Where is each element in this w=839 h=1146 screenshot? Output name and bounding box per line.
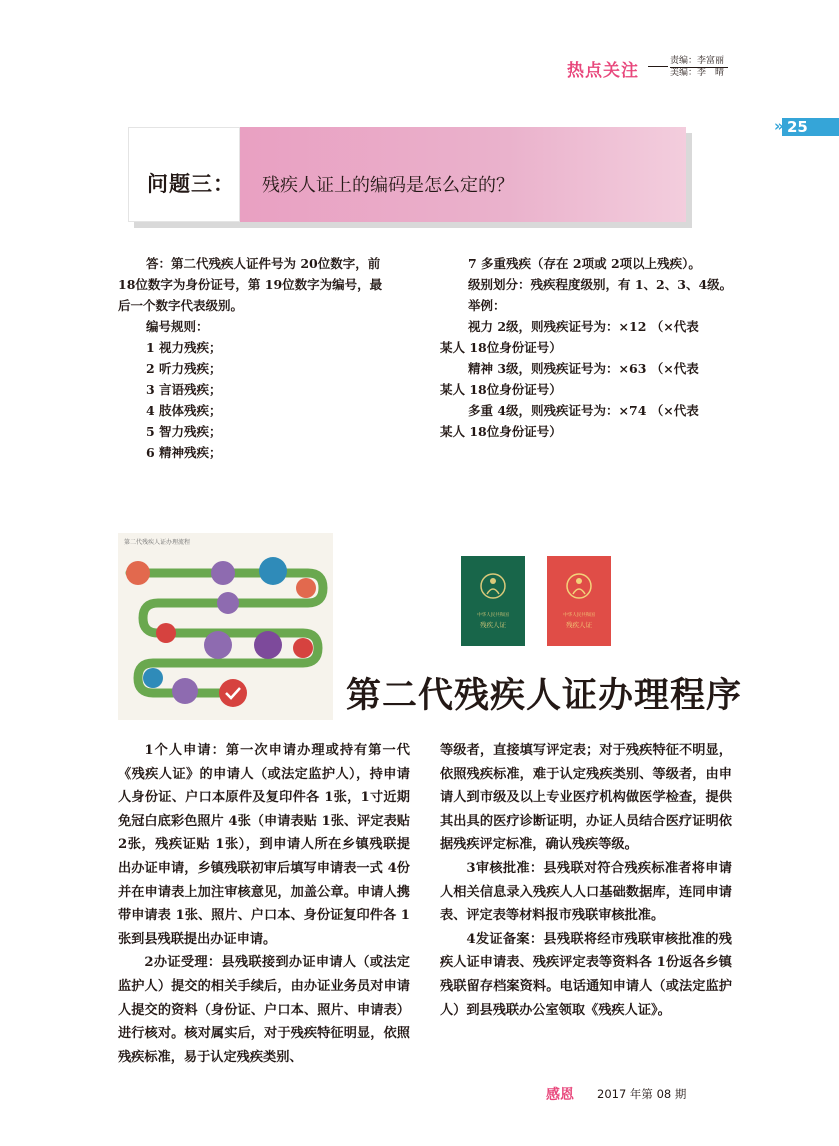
flowchart-title: 第二代残疾人证办理流程 bbox=[124, 539, 191, 546]
answer-line: 答：第二代残疾人证件号为 20位数字，前 bbox=[146, 256, 381, 271]
section-title: 热点关注 bbox=[567, 61, 639, 81]
cert-issuer: 中华人民共和国 bbox=[477, 613, 509, 618]
answer-line: 7 多重残疾（存在 2项或 2项以上残疾）。 bbox=[468, 256, 701, 271]
answer-line: 5 智力残疾； bbox=[146, 424, 222, 439]
flow-step-icon bbox=[293, 638, 313, 658]
answer-line: 4 肢体残疾； bbox=[146, 403, 222, 418]
body-paragraph: 4发证备案：县残联将经市残联审核批准的残疾人证申请表、残疾评定表等资料各 1份返各乡镇残联留存档案资料。电话通知申请人（或法定监护人）到县残联办公室领取《残疾人证》。 bbox=[440, 931, 732, 1018]
answer-right-column bbox=[440, 253, 740, 442]
answer-line: 多重 4级，则残疾证号为：×74 （×代表 bbox=[468, 403, 699, 418]
answer-line: 级别划分：残疾程度级别，有 1、2、3、4级。 bbox=[468, 277, 733, 292]
header-rule bbox=[648, 66, 668, 67]
magazine-logo: 感恩 bbox=[546, 1087, 574, 1103]
body-paragraph: 3审核批准：县残联对符合残疾标准者将申请人相关信息录入残疾人人口基础数据库，连同申请表、评定表等材料报市残联审核批准。 bbox=[440, 860, 732, 924]
body-left-column bbox=[118, 739, 410, 1069]
flow-step-icon bbox=[219, 679, 247, 707]
flow-step-icon bbox=[211, 561, 235, 585]
answer-line: 某人 18位身份证号） bbox=[440, 382, 562, 397]
emblem-icon bbox=[477, 570, 509, 602]
answer-line: 6 精神残疾； bbox=[146, 445, 222, 460]
answer-line: 某人 18位身份证号） bbox=[440, 340, 562, 355]
page-number-tab bbox=[774, 117, 839, 136]
question-label: 问题三： bbox=[147, 172, 235, 196]
body-paragraph: 等级者，直接填写评定表；对于残疾特征不明显，依照残疾标准，难于认定残疾类别、等级者，由申请人到市级及以上专业医疗机构做医学检查，提供其出具的医疗诊断证明，办证人员结合医疗证明依据残疾评定标准，确认残疾等级。 bbox=[440, 743, 732, 853]
certificate-green bbox=[461, 556, 525, 646]
procedure-title: 第二代残疾人证办理程序 bbox=[346, 676, 743, 716]
body-paragraph: 2办证受理：县残联接到办证申请人（或法定监护人）提交的相关手续后，由办证业务员对申请人提交的资料（身份证、户口本、照片、申请表）进行核对。核对属实后，对于残疾特征明显，依照残疾标准，易于认定残疾类别、 bbox=[118, 955, 410, 1065]
answer-line: 精神 3级，则残疾证号为：×63 （×代表 bbox=[468, 361, 699, 376]
body-paragraph: 1个人申请：第一次申请办理或持有第一代《残疾人证》的申请人（或法定监护人），持申请人身份证、户口本原件及复印件各 1张，1寸近期免冠白底彩色照片 4张（申请表贴 1张、评定表贴 2张，残疾证贴 1张），到申请人所在乡镇残联提出办证申请，乡镇残联初审后填写申请表一式 4份并在申请表上加注审核意见，加盖公章。申请人携带申请表 1张、照片、户口本、身份证复印件各 1张到县残联提出办证申请。 bbox=[118, 743, 410, 947]
flow-step-icon bbox=[204, 631, 232, 659]
question-text: 残疾人证上的编码是怎么定的？ bbox=[262, 175, 514, 196]
certificate-red bbox=[547, 556, 611, 646]
answer-line: 举例： bbox=[468, 298, 506, 313]
procedure-flowchart-image bbox=[118, 533, 333, 720]
chevron-right-icon: » bbox=[774, 117, 784, 135]
flow-step-icon bbox=[172, 678, 198, 704]
answer-line: 18位数字为身份证号，第 19位数字为编号，最 bbox=[118, 277, 383, 292]
flow-step-icon bbox=[296, 578, 316, 598]
flow-step-icon bbox=[156, 623, 176, 643]
answer-line: 后一个数字代表级别。 bbox=[118, 298, 244, 313]
issue-number: 2017 年第 08 期 bbox=[597, 1087, 687, 1101]
credits-divider bbox=[670, 67, 728, 68]
cert-name: 残疾人证 bbox=[480, 621, 506, 629]
answer-line: 编号规则： bbox=[146, 319, 209, 334]
editor-credit: 责编：李富丽 bbox=[670, 56, 725, 66]
emblem-icon bbox=[563, 570, 595, 602]
page-number: 25 bbox=[787, 118, 808, 136]
flow-step-icon bbox=[254, 631, 282, 659]
answer-line: 某人 18位身份证号） bbox=[440, 424, 562, 439]
flow-step-icon bbox=[143, 668, 163, 688]
flow-step-icon bbox=[259, 557, 287, 585]
designer-credit: 美编：李 晴 bbox=[670, 68, 725, 78]
answer-line: 视力 2级，则残疾证号为：×12 （×代表 bbox=[468, 319, 699, 334]
flow-step-icon bbox=[217, 592, 239, 614]
cert-name: 残疾人证 bbox=[566, 621, 592, 629]
answer-line: 3 言语残疾； bbox=[146, 382, 222, 397]
answer-line: 2 听力残疾； bbox=[146, 361, 222, 376]
answer-line: 1 视力残疾； bbox=[146, 340, 222, 355]
answer-left-column bbox=[118, 253, 418, 463]
flow-step-icon bbox=[126, 561, 150, 585]
body-right-column bbox=[440, 739, 732, 1022]
cert-issuer: 中华人民共和国 bbox=[563, 613, 595, 618]
